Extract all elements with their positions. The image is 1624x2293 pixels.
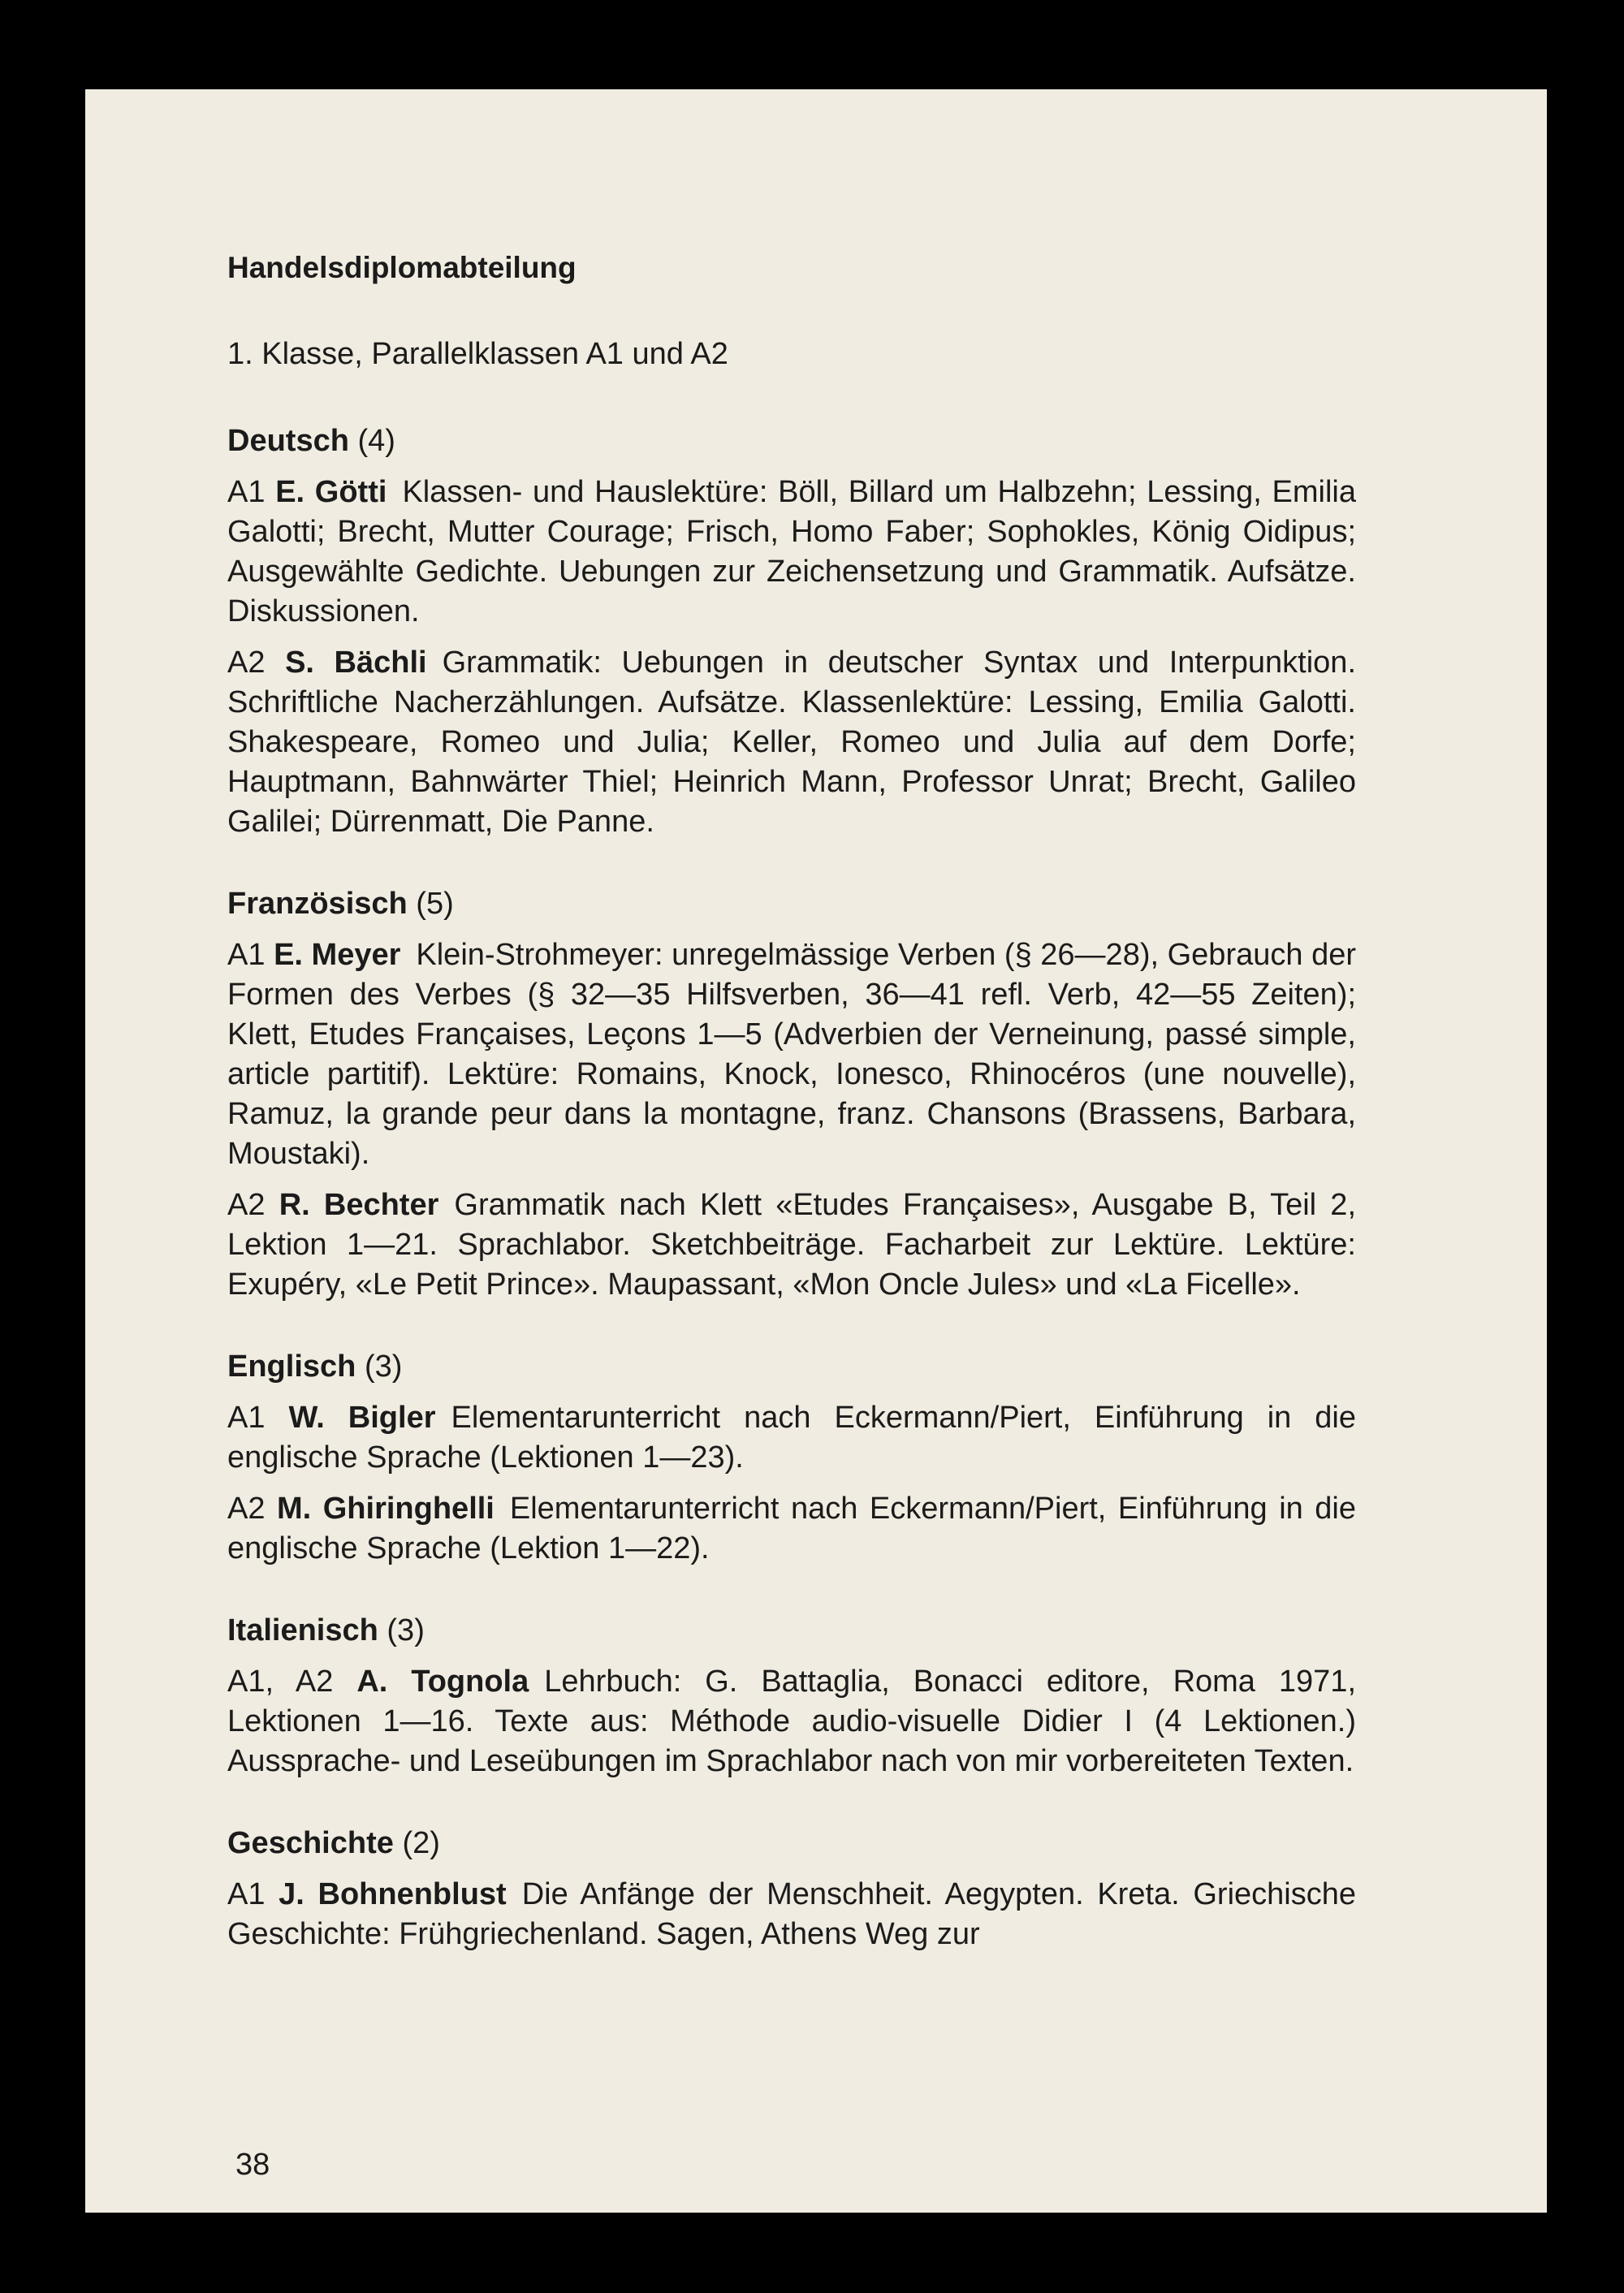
- class-label: A1: [227, 475, 266, 509]
- teacher-name: S. Bächli: [285, 646, 427, 680]
- teacher-name: M. Ghiringhelli: [277, 1492, 495, 1526]
- teacher-name: W. Bigler: [288, 1401, 436, 1435]
- document-page: [85, 89, 1547, 2213]
- course-description: Die Anfänge der Menschheit. Aegypten. Kreta. Griechische Geschichte: Frühgriechenland. Sagen, Athens Weg zur: [227, 1877, 1356, 1951]
- class-heading: 1. Klasse, Parallelklassen A1 und A2: [227, 337, 728, 371]
- class-label: A1, A2: [227, 1665, 334, 1699]
- class-label: A1: [227, 1877, 266, 1911]
- subject-hours: (5): [416, 887, 454, 921]
- page-number: 38: [235, 2148, 270, 2182]
- course-entry: [227, 473, 1356, 632]
- course-entry: [227, 935, 1356, 1174]
- subject-name: Geschichte: [227, 1826, 394, 1860]
- course-description: Klassen- und Hauslektüre: Böll, Billard um Halbzehn; Lessing, Emilia Galotti; Brecht, Mutter Courage; Frisch, Homo Faber; Sophokles, König Oidipus; Ausgewählte Gedichte. Uebungen zur Zeichensetzung und Grammatik. Aufsätze. Diskussionen.: [227, 475, 1356, 628]
- subject-heading: [227, 1611, 1356, 1651]
- course-description: Grammatik: Uebungen in deutscher Syntax und Interpunktion. Schriftliche Nacherzählungen. Aufsätze. Klassenlektüre: Lessing, Emilia Galotti. Shakespeare, Romeo und Julia; Keller, Romeo und Julia auf dem Dorfe; Hauptmann, Bahnwärter Thiel; Heinrich Mann, Professor Unrat; Brecht, Galileo Galilei; Dürrenmatt, Die Panne.: [227, 646, 1356, 839]
- class-label: A2: [227, 1188, 266, 1222]
- subject-hours: (4): [357, 424, 395, 458]
- subject-hours: (2): [402, 1826, 440, 1860]
- subject-hours: (3): [387, 1613, 425, 1647]
- teacher-name: R. Bechter: [279, 1188, 439, 1222]
- subject-heading: [227, 1824, 1356, 1863]
- course-entry: [227, 1489, 1356, 1569]
- subject-section: [227, 1824, 1356, 1954]
- course-entry: [227, 1662, 1356, 1781]
- subject-heading: [227, 884, 1356, 924]
- class-label: A2: [227, 646, 266, 680]
- course-entry: [227, 1398, 1356, 1478]
- subject-heading: [227, 1347, 1356, 1387]
- teacher-name: E. Meyer: [274, 938, 401, 972]
- course-description: Klein-Strohmeyer: unregelmässige Verben (§ 26—28), Gebrauch der Formen des Verbes (§ 32—35 Hilfsverben, 36—41 refl. Verb, 42—55 Zeiten); Klett, Etudes Françaises, Leçons 1—5 (Adverbien der Verneinung, passé simple, article partitif). Lektüre: Romains, Knock, Ionesco, Rhinocéros (une nouvelle), Ramuz, la grande peur dans la montagne, franz. Chansons (Brassens, Barbara, Moustaki).: [227, 938, 1356, 1171]
- course-description: Elementarunterricht nach Eckermann/Piert, Einführung in die englische Sprache (Lektionen 1—23).: [227, 1401, 1356, 1475]
- course-entry: [227, 1185, 1356, 1305]
- subject-heading: [227, 421, 1356, 461]
- subject-section: [227, 1611, 1356, 1781]
- course-entry: [227, 643, 1356, 842]
- subject-section: [227, 1347, 1356, 1569]
- subject-section: [227, 884, 1356, 1305]
- subject-hours: (3): [364, 1349, 403, 1384]
- course-description: Grammatik nach Klett «Etudes Françaises», Ausgabe B, Teil 2, Lektion 1—21. Sprachlabor. Sketchbeiträge. Facharbeit zur Lektüre. Lektüre: Exupéry, «Le Petit Prince». Maupassant, «Mon Oncle Jules» und «La Ficelle».: [227, 1188, 1356, 1302]
- subject-name: Deutsch: [227, 424, 349, 458]
- subject-name: Englisch: [227, 1349, 356, 1384]
- subject-name: Französisch: [227, 887, 408, 921]
- subject-name: Italienisch: [227, 1613, 378, 1647]
- class-label: A1: [227, 938, 266, 972]
- subject-section: [227, 421, 1356, 842]
- class-label: A1: [227, 1401, 266, 1435]
- course-description: Elementarunterricht nach Eckermann/Piert, Einführung in die englische Sprache (Lektion 1—22).: [227, 1492, 1357, 1565]
- class-label: A2: [227, 1492, 266, 1526]
- teacher-name: E. Götti: [275, 475, 387, 509]
- page-content: [227, 248, 1356, 1997]
- course-entry: [227, 1875, 1356, 1954]
- course-description: Lehrbuch: G. Battaglia, Bonacci editore, Roma 1971, Lektionen 1—16. Texte aus: Méthode audio-visuelle Didier I (4 Lektionen.) Aussprache- und Leseübungen im Sprachlabor nach von mir vorbereiteten Texten.: [227, 1665, 1357, 1778]
- teacher-name: J. Bohnenblust: [279, 1877, 507, 1911]
- teacher-name: A. Tognola: [356, 1665, 529, 1699]
- department-heading: Handelsdiplomabteilung: [227, 251, 577, 284]
- subject-sections: [227, 421, 1356, 1954]
